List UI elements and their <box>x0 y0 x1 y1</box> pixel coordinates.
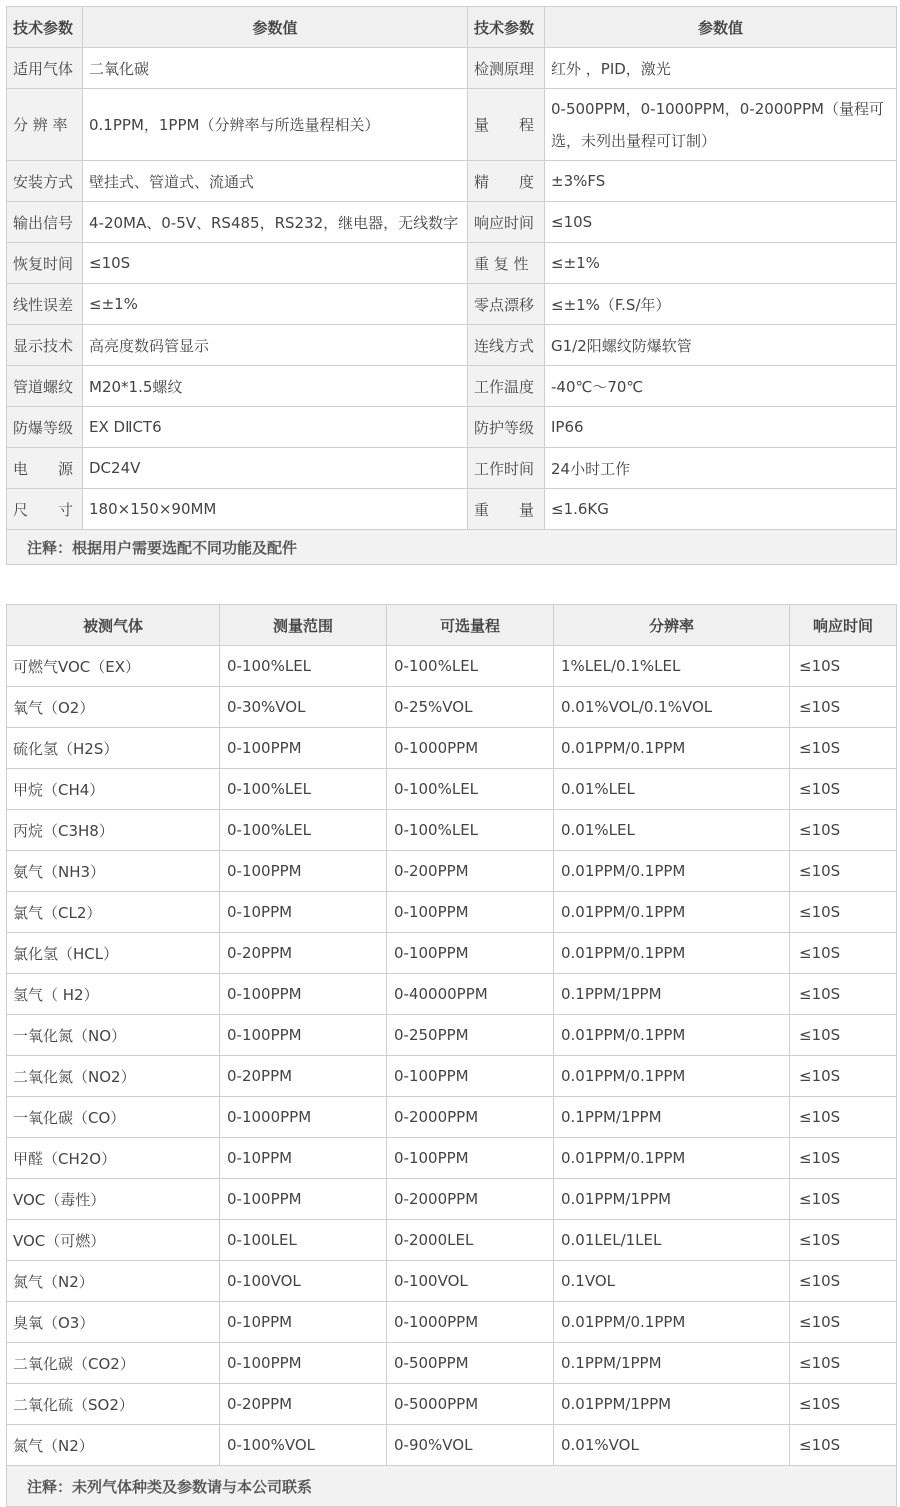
gas-row <box>7 1302 897 1343</box>
spec-row <box>7 89 897 161</box>
gas-range: 0-100PPM <box>220 1179 387 1220</box>
gas-header-optional-range: 可选量程 <box>387 605 554 646</box>
gas-row <box>7 1384 897 1425</box>
gas-row <box>7 769 897 810</box>
gas-row <box>7 1097 897 1138</box>
gas-resolution: 0.01PPM/0.1PPM <box>554 1302 790 1343</box>
spec-header-value: 参数值 <box>83 7 468 48</box>
gas-optional-range: 0-2000LEL <box>387 1220 554 1261</box>
gas-optional-range: 0-100%LEL <box>387 646 554 687</box>
spec-key: 线性误差 <box>7 284 83 325</box>
gas-optional-range: 0-100PPM <box>387 1056 554 1097</box>
gas-name: 甲烷（CH4） <box>7 769 220 810</box>
spec-row <box>7 243 897 284</box>
gas-response-time: ≤10S <box>790 1015 897 1056</box>
spec-note-row <box>7 530 897 565</box>
gas-optional-range: 0-5000PPM <box>387 1384 554 1425</box>
gas-optional-range: 0-1000PPM <box>387 1302 554 1343</box>
gas-name: 氯气（CL2） <box>7 892 220 933</box>
gas-optional-range: 0-2000PPM <box>387 1097 554 1138</box>
gas-name: 氯化氢（HCL） <box>7 933 220 974</box>
gas-response-time: ≤10S <box>790 1425 897 1466</box>
spec-key: 精 度 <box>468 161 545 202</box>
spec-key: 重 量 <box>468 489 545 530</box>
gas-response-time: ≤10S <box>790 728 897 769</box>
gas-name: 氮气（N2） <box>7 1425 220 1466</box>
gas-name: 氨气（NH3） <box>7 851 220 892</box>
spec-row <box>7 366 897 407</box>
gas-optional-range: 0-250PPM <box>387 1015 554 1056</box>
gas-response-time: ≤10S <box>790 933 897 974</box>
gas-table-body <box>7 605 897 1507</box>
gas-header-row <box>7 605 897 646</box>
gas-row <box>7 1343 897 1384</box>
spec-key: 零点漂移 <box>468 284 545 325</box>
spec-key: 重 复 性 <box>468 243 545 284</box>
gas-response-time: ≤10S <box>790 1261 897 1302</box>
gas-range: 0-1000PPM <box>220 1097 387 1138</box>
spec-value: 0.1PPM，1PPM（分辨率与所选量程相关） <box>83 89 468 161</box>
gas-response-time: ≤10S <box>790 1179 897 1220</box>
gas-row <box>7 728 897 769</box>
spec-value: ≤10S <box>545 202 897 243</box>
gas-optional-range: 0-100%LEL <box>387 769 554 810</box>
gas-name: 臭氧（O3） <box>7 1302 220 1343</box>
gas-range: 0-100PPM <box>220 851 387 892</box>
gas-row <box>7 851 897 892</box>
gas-optional-range: 0-100VOL <box>387 1261 554 1302</box>
gas-row <box>7 646 897 687</box>
gas-optional-range: 0-100PPM <box>387 1138 554 1179</box>
gas-resolution: 0.01PPM/1PPM <box>554 1384 790 1425</box>
gas-range: 0-100%LEL <box>220 769 387 810</box>
spec-value: 红外 ，PID，激光 <box>545 48 897 89</box>
spec-key: 响应时间 <box>468 202 545 243</box>
gas-name: VOC（毒性） <box>7 1179 220 1220</box>
gas-row <box>7 687 897 728</box>
gas-name: 一氧化碳（CO） <box>7 1097 220 1138</box>
gas-resolution: 0.01PPM/1PPM <box>554 1179 790 1220</box>
spec-value: 4-20MA、0-5V、RS485，RS232，继电器，无线数字 <box>83 202 468 243</box>
spec-key: 恢复时间 <box>7 243 83 284</box>
gas-response-time: ≤10S <box>790 646 897 687</box>
gas-row <box>7 892 897 933</box>
gas-optional-range: 0-100PPM <box>387 892 554 933</box>
gas-response-time: ≤10S <box>790 769 897 810</box>
gas-name: 可燃气VOC（EX） <box>7 646 220 687</box>
gas-row <box>7 1056 897 1097</box>
spec-value: ≤±1%（F.S/年） <box>545 284 897 325</box>
gas-range: 0-100LEL <box>220 1220 387 1261</box>
gas-range: 0-100%VOL <box>220 1425 387 1466</box>
spec-value: ≤10S <box>83 243 468 284</box>
gas-resolution: 0.1PPM/1PPM <box>554 1343 790 1384</box>
gas-response-time: ≤10S <box>790 974 897 1015</box>
gas-row <box>7 1138 897 1179</box>
gas-range: 0-10PPM <box>220 1138 387 1179</box>
spec-key: 电 源 <box>7 448 83 489</box>
gas-optional-range: 0-25%VOL <box>387 687 554 728</box>
gas-response-time: ≤10S <box>790 1056 897 1097</box>
spec-note: 注释：根据用户需要选配不同功能及配件 <box>7 530 897 565</box>
spec-row <box>7 489 897 530</box>
gas-range: 0-100VOL <box>220 1261 387 1302</box>
spec-key: 输出信号 <box>7 202 83 243</box>
spec-key: 工作温度 <box>468 366 545 407</box>
gas-range: 0-20PPM <box>220 1384 387 1425</box>
gas-resolution: 0.01PPM/0.1PPM <box>554 851 790 892</box>
gas-name: 丙烷（C3H8） <box>7 810 220 851</box>
gas-optional-range: 0-100%LEL <box>387 810 554 851</box>
gas-resolution: 0.01PPM/0.1PPM <box>554 1138 790 1179</box>
gas-optional-range: 0-500PPM <box>387 1343 554 1384</box>
spec-row <box>7 325 897 366</box>
gas-response-time: ≤10S <box>790 892 897 933</box>
gas-response-time: ≤10S <box>790 1097 897 1138</box>
gas-response-time: ≤10S <box>790 1220 897 1261</box>
spec-value: M20*1.5螺纹 <box>83 366 468 407</box>
gas-row <box>7 1261 897 1302</box>
gas-header-resolution: 分辨率 <box>554 605 790 646</box>
gas-range: 0-10PPM <box>220 1302 387 1343</box>
spec-value: DC24V <box>83 448 468 489</box>
gas-resolution: 0.01PPM/0.1PPM <box>554 1056 790 1097</box>
gas-optional-range: 0-200PPM <box>387 851 554 892</box>
spec-header-param: 技术参数 <box>7 7 83 48</box>
gas-name: 硫化氢（H2S） <box>7 728 220 769</box>
spec-key: 工作时间 <box>468 448 545 489</box>
spec-value: G1/2阳螺纹防爆软管 <box>545 325 897 366</box>
spec-table <box>6 6 897 565</box>
gas-name: 二氧化碳（CO2） <box>7 1343 220 1384</box>
gas-resolution: 0.01%LEL <box>554 769 790 810</box>
spec-key: 防爆等级 <box>7 407 83 448</box>
spec-value: 二氧化碳 <box>83 48 468 89</box>
gas-row <box>7 974 897 1015</box>
gas-resolution: 0.1PPM/1PPM <box>554 974 790 1015</box>
gas-range: 0-20PPM <box>220 933 387 974</box>
spec-key: 管道螺纹 <box>7 366 83 407</box>
spec-key: 适用气体 <box>7 48 83 89</box>
spec-key: 尺 寸 <box>7 489 83 530</box>
gas-header-range: 测量范围 <box>220 605 387 646</box>
gas-resolution: 0.1VOL <box>554 1261 790 1302</box>
gas-header-gas: 被测气体 <box>7 605 220 646</box>
gas-row <box>7 1015 897 1056</box>
spec-value: 壁挂式、管道式、流通式 <box>83 161 468 202</box>
gas-row <box>7 1425 897 1466</box>
gas-row <box>7 1220 897 1261</box>
gas-name: 氮气（N2） <box>7 1261 220 1302</box>
spec-key: 检测原理 <box>468 48 545 89</box>
spec-row <box>7 202 897 243</box>
spec-header-value: 参数值 <box>545 7 897 48</box>
gas-response-time: ≤10S <box>790 1384 897 1425</box>
gas-resolution: 0.01PPM/0.1PPM <box>554 892 790 933</box>
spec-key: 防护等级 <box>468 407 545 448</box>
gas-range: 0-100%LEL <box>220 810 387 851</box>
spec-key: 分 辨 率 <box>7 89 83 161</box>
gas-header-response: 响应时间 <box>790 605 897 646</box>
spec-value: 180×150×90MM <box>83 489 468 530</box>
spec-value: EX DⅡCT6 <box>83 407 468 448</box>
spec-table-body <box>7 7 897 565</box>
gas-name: 二氧化硫（SO2） <box>7 1384 220 1425</box>
spec-row <box>7 161 897 202</box>
gas-note-row <box>7 1466 897 1507</box>
spec-row <box>7 407 897 448</box>
spec-value: 24小时工作 <box>545 448 897 489</box>
gas-name: 一氧化氮（NO） <box>7 1015 220 1056</box>
spec-value: 0-500PPM，0-1000PPM，0-2000PPM（量程可选，未列出量程可订制） <box>545 89 897 161</box>
spec-key: 量 程 <box>468 89 545 161</box>
gas-range: 0-20PPM <box>220 1056 387 1097</box>
spec-value: ≤±1% <box>83 284 468 325</box>
gas-optional-range: 0-40000PPM <box>387 974 554 1015</box>
gas-optional-range: 0-2000PPM <box>387 1179 554 1220</box>
spec-row <box>7 448 897 489</box>
spec-value: -40℃～70℃ <box>545 366 897 407</box>
gas-range: 0-30%VOL <box>220 687 387 728</box>
gas-resolution: 0.01%VOL/0.1%VOL <box>554 687 790 728</box>
gas-name: 氧气（O2） <box>7 687 220 728</box>
spec-key: 显示技术 <box>7 325 83 366</box>
gas-optional-range: 0-1000PPM <box>387 728 554 769</box>
gas-name: 二氧化氮（NO2） <box>7 1056 220 1097</box>
spec-value: ≤±1% <box>545 243 897 284</box>
gas-row <box>7 810 897 851</box>
gas-resolution: 0.01%LEL <box>554 810 790 851</box>
gas-resolution: 0.01%VOL <box>554 1425 790 1466</box>
spec-header-row <box>7 7 897 48</box>
gas-range: 0-100PPM <box>220 974 387 1015</box>
gas-resolution: 1%LEL/0.1%LEL <box>554 646 790 687</box>
gas-resolution: 0.01PPM/0.1PPM <box>554 728 790 769</box>
gas-name: VOC（可燃） <box>7 1220 220 1261</box>
gas-name: 甲醛（CH2O） <box>7 1138 220 1179</box>
gas-resolution: 0.01PPM/0.1PPM <box>554 933 790 974</box>
gas-note: 注释：未列气体种类及参数请与本公司联系 <box>7 1466 897 1507</box>
spec-key: 安装方式 <box>7 161 83 202</box>
gas-response-time: ≤10S <box>790 851 897 892</box>
spec-row <box>7 48 897 89</box>
gas-resolution: 0.01PPM/0.1PPM <box>554 1015 790 1056</box>
gas-table <box>6 604 897 1507</box>
spec-value: ≤1.6KG <box>545 489 897 530</box>
gas-range: 0-100%LEL <box>220 646 387 687</box>
gas-range: 0-100PPM <box>220 1343 387 1384</box>
gas-range: 0-100PPM <box>220 1015 387 1056</box>
gas-row <box>7 933 897 974</box>
gas-response-time: ≤10S <box>790 1138 897 1179</box>
gas-name: 氢气（ H2） <box>7 974 220 1015</box>
gas-resolution: 0.01LEL/1LEL <box>554 1220 790 1261</box>
spec-value: IP66 <box>545 407 897 448</box>
gas-row <box>7 1179 897 1220</box>
gas-response-time: ≤10S <box>790 1302 897 1343</box>
gas-resolution: 0.1PPM/1PPM <box>554 1097 790 1138</box>
spec-value: 高亮度数码管显示 <box>83 325 468 366</box>
gas-optional-range: 0-90%VOL <box>387 1425 554 1466</box>
spec-row <box>7 284 897 325</box>
gas-range: 0-10PPM <box>220 892 387 933</box>
gas-response-time: ≤10S <box>790 687 897 728</box>
spec-value: ±3%FS <box>545 161 897 202</box>
gas-range: 0-100PPM <box>220 728 387 769</box>
gas-response-time: ≤10S <box>790 1343 897 1384</box>
gas-response-time: ≤10S <box>790 810 897 851</box>
gas-optional-range: 0-100PPM <box>387 933 554 974</box>
spec-header-param: 技术参数 <box>468 7 545 48</box>
spec-key: 连线方式 <box>468 325 545 366</box>
